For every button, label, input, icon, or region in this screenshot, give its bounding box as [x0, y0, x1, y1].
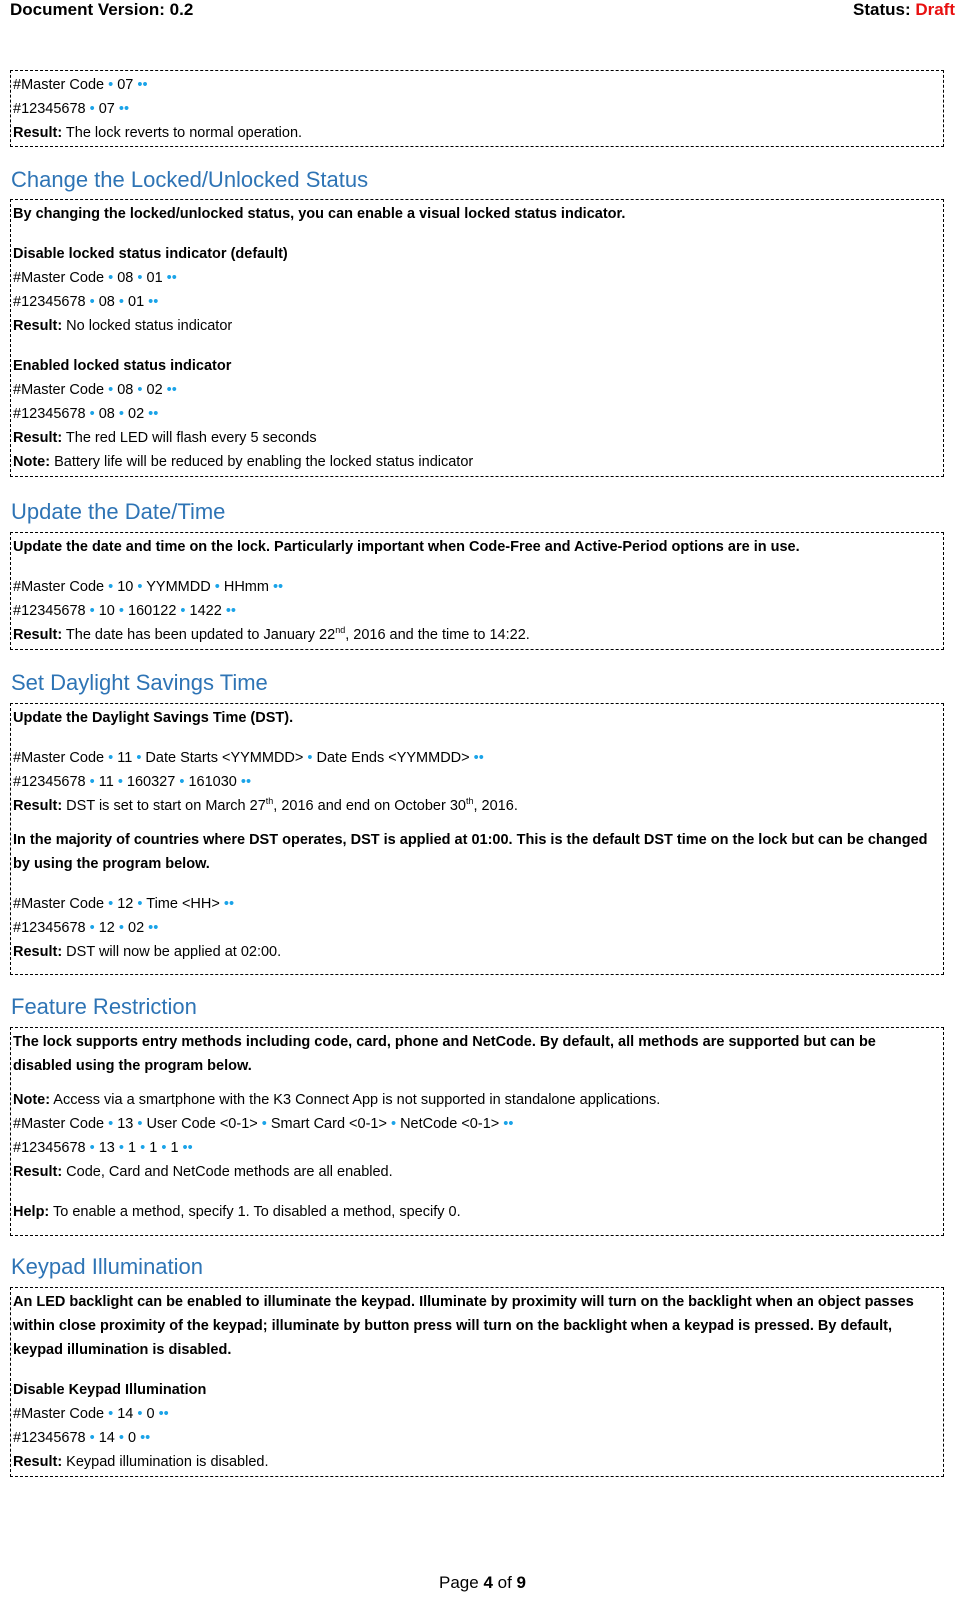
code-row: #12345678 • 08 • 01 •• [13, 294, 159, 310]
intro-text: The lock supports entry methods including code, card, phone and NetCode. By default, all methods are supported but can be disabled using the program below. [13, 1034, 876, 1074]
code-row: #12345678 • 10 • 160122 • 1422 •• [13, 603, 236, 619]
feature-restriction-box [10, 1027, 944, 1236]
date-time-box [10, 532, 944, 650]
result-line: Result: Code, Card and NetCode methods are all enabled. [13, 1164, 393, 1180]
result-line: Result: The red LED will flash every 5 seconds [13, 430, 317, 446]
code-row: #Master Code • 13 • User Code <0-1> • Smart Card <0-1> • NetCode <0-1> •• [13, 1116, 514, 1132]
code-row: #Master Code • 08 • 01 •• [13, 270, 177, 286]
code-row: #12345678 • 13 • 1 • 1 • 1 •• [13, 1140, 193, 1156]
code-row: #Master Code • 11 • Date Starts <YYMMDD> • Date Ends <YYMMDD> •• [13, 750, 484, 766]
section-heading: Update the Date/Time [11, 499, 226, 524]
section-heading: Keypad Illumination [11, 1254, 204, 1279]
page-number: 4 [483, 1573, 493, 1592]
locked-status-box [10, 199, 944, 477]
code-row: #12345678 • 08 • 02 •• [13, 406, 159, 422]
result-line: Result: The lock reverts to normal operation. [13, 125, 303, 141]
reset-box [10, 70, 944, 147]
document-version: Document Version: 0.2 [10, 0, 194, 19]
code-row: #Master Code • 08 • 02 •• [13, 382, 177, 398]
section-heading: Change the Locked/Unlocked Status [11, 167, 369, 192]
code-row: #Master Code • 07 •• [13, 77, 148, 93]
result-line: Result: The date has been updated to January 22nd, 2016 and the time to 14:22. [13, 625, 530, 643]
intro-text: Update the Daylight Savings Time (DST). [13, 710, 294, 726]
dst-paragraph: In the majority of countries where DST operates, DST is applied at 01:00. This is the default DST time on the lock but can be changed by using the program below. [13, 832, 928, 872]
dst-box [10, 703, 944, 975]
code-row: #Master Code • 10 • YYMMDD • HHmm •• [13, 579, 284, 595]
code-row: #12345678 • 07 •• [13, 101, 130, 117]
intro-text: Update the date and time on the lock. Particularly important when Code-Free and Active-Period options are in use. [13, 539, 800, 555]
subheading: Enabled locked status indicator [13, 358, 232, 374]
result-line: Result: No locked status indicator [13, 318, 233, 334]
result-line: Result: Keypad illumination is disabled. [13, 1454, 269, 1470]
subheading: Disable Keypad Illumination [13, 1382, 207, 1398]
code-row: #12345678 • 12 • 02 •• [13, 920, 159, 936]
code-row: #12345678 • 11 • 160327 • 161030 •• [13, 774, 252, 790]
page-footer: Page 4 of 9 [439, 1573, 526, 1592]
help-line: Help: To enable a method, specify 1. To disabled a method, specify 0. [13, 1204, 461, 1220]
subheading: Disable locked status indicator (default) [13, 246, 288, 262]
intro-text: By changing the locked/unlocked status, you can enable a visual locked status indicator. [13, 206, 626, 222]
note-line: Note: Battery life will be reduced by enabling the locked status indicator [13, 454, 474, 470]
document-status: Status: Draft [852, 0, 955, 19]
result-line: Result: DST is set to start on March 27th, 2016 and end on October 30th, 2016. [13, 796, 518, 814]
code-row: #Master Code • 14 • 0 •• [13, 1406, 169, 1422]
section-heading: Set Daylight Savings Time [11, 670, 268, 695]
section-heading: Feature Restriction [11, 994, 197, 1019]
status-draft: Draft [915, 0, 955, 19]
note-line: Note: Access via a smartphone with the K3 Connect App is not supported in standalone applications. [13, 1092, 661, 1108]
page-total: 9 [516, 1573, 526, 1592]
code-row: #Master Code • 12 • Time <HH> •• [13, 896, 235, 912]
page-header [10, 0, 955, 26]
result-line: Result: DST will now be applied at 02:00. [13, 944, 282, 960]
keypad-illumination-box [10, 1287, 944, 1477]
intro-text: An LED backlight can be enabled to illuminate the keypad. Illuminate by proximity will turn on the backlight when an object passes within close proximity of the keypad; illuminate by button press will turn on the backlight when a keypad is pressed. By default, keypad illumination is disabled. [13, 1294, 914, 1358]
code-row: #12345678 • 14 • 0 •• [13, 1430, 151, 1446]
